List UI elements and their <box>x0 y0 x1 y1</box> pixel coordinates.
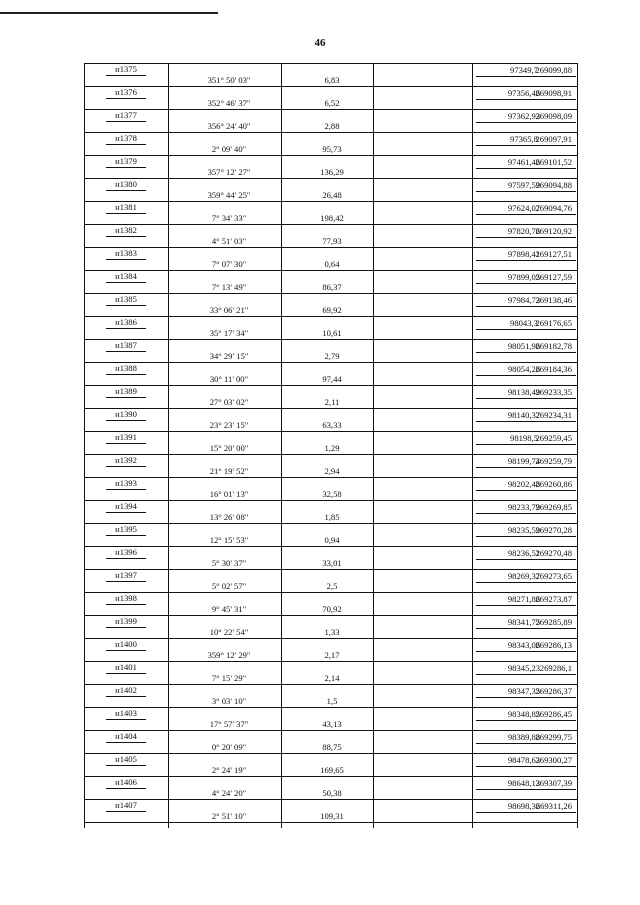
point-name: н1400 <box>106 639 146 651</box>
point-name: н1384 <box>106 271 146 283</box>
segment-length: 1,29 <box>312 443 352 455</box>
coordinate-y: 269099,88 <box>476 65 576 77</box>
direction-angle: 2° 51' 10" <box>192 811 266 823</box>
segment-length: 136,29 <box>312 167 352 179</box>
point-name: н1382 <box>106 225 146 237</box>
point-name: н1381 <box>106 202 146 214</box>
point-name: н1397 <box>106 570 146 582</box>
coordinate-x: 98138,49 <box>488 387 560 399</box>
coordinate-y: 269259,45 <box>476 433 576 445</box>
direction-angle: 0° 20' 09" <box>192 742 266 754</box>
direction-angle: 356° 24' 40" <box>192 121 266 133</box>
segment-length: 10,61 <box>312 328 352 340</box>
point-name: н1379 <box>106 156 146 168</box>
point-name: н1398 <box>106 593 146 605</box>
coordinate-x: 98269,37 <box>488 571 560 583</box>
coordinate-x: 98347,35 <box>488 686 560 698</box>
direction-angle: 34° 29' 15" <box>192 351 266 363</box>
coordinate-y: 269260,86 <box>476 479 576 491</box>
segment-length: 77,93 <box>312 236 352 248</box>
coordinate-y: 269300,27 <box>476 755 576 767</box>
direction-angle: 10° 22' 54" <box>192 627 266 639</box>
direction-angle: 352° 46' 37" <box>192 98 266 110</box>
segment-length: 2,14 <box>312 673 352 685</box>
coordinate-x: 98199,74 <box>488 456 560 468</box>
segment-length: 50,38 <box>312 788 352 800</box>
point-name: н1403 <box>106 708 146 720</box>
coordinate-x: 98043,3 <box>488 318 560 330</box>
direction-angle: 351° 50' 03" <box>192 75 266 87</box>
coordinate-x: 98345,23 <box>488 663 560 675</box>
segment-length: 88,75 <box>312 742 352 754</box>
coordinate-y: 269259,79 <box>476 456 576 468</box>
segment-length: 1,5 <box>312 696 352 708</box>
coordinate-x: 98698,36 <box>488 801 560 813</box>
segment-length: 1,33 <box>312 627 352 639</box>
coordinate-y: 269273,65 <box>476 571 576 583</box>
direction-angle: 9° 45' 31" <box>192 604 266 616</box>
segment-length: 26,48 <box>312 190 352 202</box>
coordinate-x: 98051,96 <box>488 341 560 353</box>
segment-length: 2,88 <box>312 121 352 133</box>
segment-length: 43,13 <box>312 719 352 731</box>
point-name: н1377 <box>106 110 146 122</box>
coordinate-y: 269094,88 <box>476 180 576 192</box>
coordinate-x: 98341,75 <box>488 617 560 629</box>
point-name: н1406 <box>106 777 146 789</box>
coordinate-y: 269311,26 <box>476 801 576 813</box>
coordinate-x: 98648,13 <box>488 778 560 790</box>
coordinate-x: 97365,8 <box>488 134 560 146</box>
direction-angle: 5° 30' 37" <box>192 558 266 570</box>
coordinate-y: 269286,45 <box>476 709 576 721</box>
direction-angle: 17° 57' 37" <box>192 719 266 731</box>
coordinate-x: 98198,5 <box>488 433 560 445</box>
coordinate-x: 97362,93 <box>488 111 560 123</box>
point-name: н1389 <box>106 386 146 398</box>
coordinate-y: 269098,91 <box>476 88 576 100</box>
point-name: н1386 <box>106 317 146 329</box>
segment-length: 97,44 <box>312 374 352 386</box>
point-name: н1376 <box>106 87 146 99</box>
direction-angle: 13° 26' 08" <box>192 512 266 524</box>
segment-length: 70,92 <box>312 604 352 616</box>
coordinate-x: 98140,37 <box>488 410 560 422</box>
coordinate-y: 269120,92 <box>476 226 576 238</box>
point-name: н1394 <box>106 501 146 513</box>
coordinate-y: 269098,09 <box>476 111 576 123</box>
coordinate-y: 269101,52 <box>476 157 576 169</box>
coordinate-x: 97984,73 <box>488 295 560 307</box>
point-name: н1405 <box>106 754 146 766</box>
coordinate-x: 98054,26 <box>488 364 560 376</box>
direction-angle: 359° 44' 25" <box>192 190 266 202</box>
coordinate-y: 269270,48 <box>476 548 576 560</box>
coordinate-x: 97597,59 <box>488 180 560 192</box>
coordinate-x: 98343,06 <box>488 640 560 652</box>
page-number: 46 <box>314 37 326 49</box>
segment-length: 1,85 <box>312 512 352 524</box>
point-name: н1383 <box>106 248 146 260</box>
coordinate-y: 269269,85 <box>476 502 576 514</box>
direction-angle: 27° 03' 02" <box>192 397 266 409</box>
coordinate-x: 98348,85 <box>488 709 560 721</box>
coordinate-x: 97356,46 <box>488 88 560 100</box>
segment-length: 95,73 <box>312 144 352 156</box>
direction-angle: 15° 20' 00" <box>192 443 266 455</box>
coordinate-x: 97820,76 <box>488 226 560 238</box>
direction-angle: 5° 02' 57" <box>192 581 266 593</box>
segment-length: 2,94 <box>312 466 352 478</box>
direction-angle: 12° 15' 53" <box>192 535 266 547</box>
point-name: н1388 <box>106 363 146 375</box>
direction-angle: 357° 12' 27" <box>192 167 266 179</box>
coordinate-x: 98233,79 <box>488 502 560 514</box>
direction-angle: 2° 09' 40" <box>192 144 266 156</box>
coordinate-y: 269286,1 <box>476 663 576 675</box>
coordinate-x: 97349,7 <box>488 65 560 77</box>
coordinate-y: 269285,89 <box>476 617 576 629</box>
coordinate-y: 269299,75 <box>476 732 576 744</box>
coordinate-x: 98202,48 <box>488 479 560 491</box>
segment-length: 2,17 <box>312 650 352 662</box>
header-rule <box>0 12 218 14</box>
segment-length: 169,65 <box>312 765 352 777</box>
point-name: н1392 <box>106 455 146 467</box>
coordinate-y: 269094,76 <box>476 203 576 215</box>
coordinate-x: 97461,46 <box>488 157 560 169</box>
point-name: н1404 <box>106 731 146 743</box>
segment-length: 198,42 <box>312 213 352 225</box>
coordinate-y: 269286,37 <box>476 686 576 698</box>
segment-length: 86,37 <box>312 282 352 294</box>
segment-length: 63,33 <box>312 420 352 432</box>
row-rule <box>84 63 578 64</box>
segment-length: 6,52 <box>312 98 352 110</box>
direction-angle: 35° 17' 34" <box>192 328 266 340</box>
direction-angle: 7° 13' 49" <box>192 282 266 294</box>
direction-angle: 21° 19' 52" <box>192 466 266 478</box>
coordinate-y: 269176,65 <box>476 318 576 330</box>
point-name: н1387 <box>106 340 146 352</box>
direction-angle: 23° 23' 15" <box>192 420 266 432</box>
direction-angle: 7° 07' 30" <box>192 259 266 271</box>
direction-angle: 4° 51' 03" <box>192 236 266 248</box>
direction-angle: 30° 11' 00" <box>192 374 266 386</box>
coordinate-y: 269233,35 <box>476 387 576 399</box>
segment-length: 2,79 <box>312 351 352 363</box>
point-name: н1407 <box>106 800 146 812</box>
point-name: н1391 <box>106 432 146 444</box>
segment-length: 6,83 <box>312 75 352 87</box>
coordinate-y: 269097,91 <box>476 134 576 146</box>
coordinate-y: 269273,87 <box>476 594 576 606</box>
direction-angle: 16° 01' 13" <box>192 489 266 501</box>
segment-length: 69,92 <box>312 305 352 317</box>
coordinate-y: 269286,13 <box>476 640 576 652</box>
segment-length: 109,31 <box>312 811 352 823</box>
coordinates-table <box>84 63 578 828</box>
coordinate-x: 98235,59 <box>488 525 560 537</box>
point-name: н1393 <box>106 478 146 490</box>
point-name: н1385 <box>106 294 146 306</box>
segment-length: 2,11 <box>312 397 352 409</box>
coordinate-x: 98271,86 <box>488 594 560 606</box>
coordinate-y: 269182,78 <box>476 341 576 353</box>
coordinate-x: 98478,63 <box>488 755 560 767</box>
point-name: н1375 <box>106 64 146 76</box>
segment-length: 0,94 <box>312 535 352 547</box>
coordinate-y: 269138,46 <box>476 295 576 307</box>
segment-length: 2,5 <box>312 581 352 593</box>
coordinate-y: 269127,59 <box>476 272 576 284</box>
point-name: н1390 <box>106 409 146 421</box>
point-name: н1401 <box>106 662 146 674</box>
coordinate-y: 269184,36 <box>476 364 576 376</box>
point-name: н1380 <box>106 179 146 191</box>
point-name: н1402 <box>106 685 146 697</box>
direction-angle: 359° 12' 29" <box>192 650 266 662</box>
direction-angle: 7° 34' 33" <box>192 213 266 225</box>
coordinate-x: 97898,41 <box>488 249 560 261</box>
coordinate-x: 98389,88 <box>488 732 560 744</box>
direction-angle: 33° 06' 21" <box>192 305 266 317</box>
segment-length: 32,58 <box>312 489 352 501</box>
coordinate-x: 97899,05 <box>488 272 560 284</box>
coordinate-y: 269307,39 <box>476 778 576 790</box>
segment-length: 33,01 <box>312 558 352 570</box>
direction-angle: 2° 24' 19" <box>192 765 266 777</box>
coordinate-x: 97624,07 <box>488 203 560 215</box>
point-name: н1378 <box>106 133 146 145</box>
direction-angle: 7° 15' 29" <box>192 673 266 685</box>
coordinate-y: 269270,28 <box>476 525 576 537</box>
coordinate-y: 269127,51 <box>476 249 576 261</box>
point-name: н1399 <box>106 616 146 628</box>
point-name: н1395 <box>106 524 146 536</box>
direction-angle: 4° 24' 20" <box>192 788 266 800</box>
direction-angle: 3° 03' 10" <box>192 696 266 708</box>
segment-length: 0,64 <box>312 259 352 271</box>
coordinate-y: 269234,31 <box>476 410 576 422</box>
point-name: н1396 <box>106 547 146 559</box>
coordinate-x: 98236,51 <box>488 548 560 560</box>
